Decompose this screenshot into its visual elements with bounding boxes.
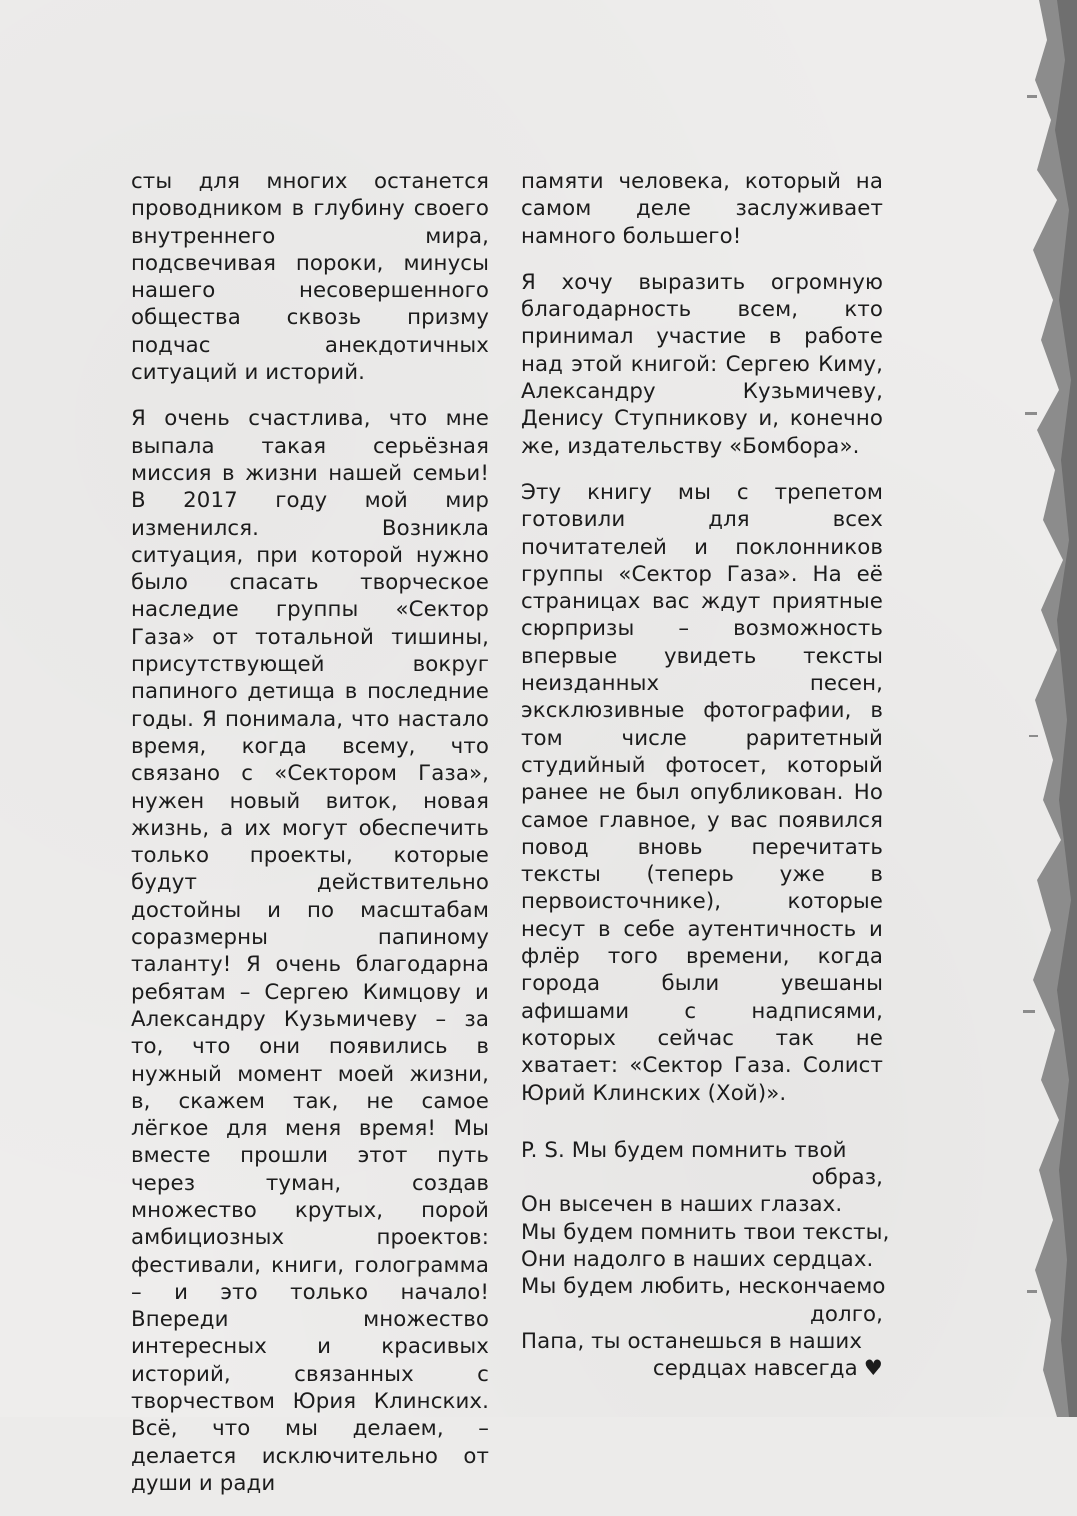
left-column (131, 168, 489, 1516)
paragraph: Я очень счастлива, что мне выпала такая серьёзная миссия в жизни нашей семьи! В 2017 году мой мир изменился. Возникла ситуация, при которой нужно было спасать творческое наследие группы «Сектор Газа» от тотальной тишины, присутствующей вокруг папиного детища в последние годы. Я понимала, что настало время, когда всему, что связано с «Сектором Газа», нужен новый виток, новая жизнь, а их могут обеспечить только проекты, которые будут действительно достойны и по масштабам соразмерны папиному таланту! Я очень благодарна ребятам – Сергею Кимцову и Александру Кузьмичеву – за то, что они появились в нужный момент моей жизни, в, скажем так, не самое лёгкое для меня время! Мы вместе прошли этот путь через туман, создав множество крутых, порой амбициозных проектов: фестивали, книги, голограмма – и это только начало! Впереди множество интересных и красивых историй, связанных с творчеством Юрия Клинских. Всё, что мы делаем, – делается исключительно от души и ради (131, 406, 489, 1496)
poem-line: Они надолго в наших сердцах. (521, 1246, 874, 1272)
heart-icon: ♥ (863, 1356, 883, 1382)
paragraph: Я хочу выразить огромную благодарность всем, кто принимал участие в работе над этой книгой: Сергею Киму, Александру Кузьмичеву, Денису Ступникову и, конечно же, издательству «Бомбора». (521, 269, 883, 459)
poem-line: Мы будем любить, нескончаемо (521, 1274, 886, 1300)
poem-line: Мы будем помнить твои тексты, (521, 1219, 890, 1245)
poem-last-line (521, 1355, 883, 1382)
paragraph: сты для многих останется проводником в глубину своего внутреннего мира, подсвечивая пороки, минусы нашего несовершенного общества сквозь призму подчас анекдотичных ситуаций и историй. (131, 169, 489, 386)
poem-line: Папа, ты останешься в наших (521, 1328, 863, 1354)
poem-line: долго, (810, 1301, 883, 1327)
poem-line: сердцах навсегда (652, 1356, 858, 1382)
paragraph: памяти человека, который на самом деле заслуживает намного большего! (521, 169, 883, 249)
paragraph: Эту книгу мы с трепетом готовили для всех почитателей и поклонников группы «Сектор Газа». На её страницах вас ждут приятные сюрпризы – возможность впервые увидеть тексты неизданных песен, эксклюзивные фотографии, в том числе раритетный студийный фотосет, который ранее не был опубликован. Но самое главное, у вас появился повод вновь перечитать тексты (теперь уже в первоисточнике), которые несут в себе аутентичность и флёр того времени, когда города были увешаны афишами с надписями, которых сейчас так не хватает: «Сектор Газа. Солист Юрий Клинских (Хой)». (521, 479, 883, 1106)
right-column (521, 168, 890, 1382)
poem-line: P. S. Мы будем помнить твой (521, 1137, 847, 1163)
poem-line: образ, (811, 1165, 883, 1191)
poem-line: Он высечен в наших глазах. (521, 1192, 843, 1218)
grunge-edge-decoration (1007, 0, 1077, 1417)
postscript-poem (521, 1137, 890, 1383)
